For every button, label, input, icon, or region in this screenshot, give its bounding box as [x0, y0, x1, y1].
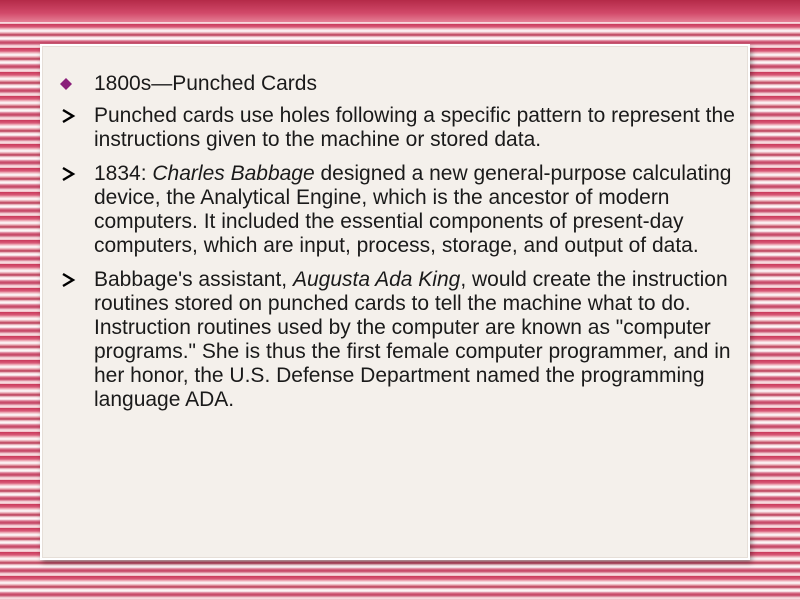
person-name: Augusta Ada King [292, 268, 461, 291]
bullet-text: Punched cards use holes following a specific pattern to represent the instructions given to the machine or stored data. [94, 104, 735, 151]
bullet-text-prefix: Babbage's assistant, [94, 268, 293, 291]
slide-heading [58, 72, 740, 96]
heading-text: 1800s—Punched Cards [94, 72, 317, 95]
arrowhead-bullet-icon [58, 269, 80, 291]
arrowhead-bullet-icon [58, 105, 80, 127]
diamond-bullet-icon [58, 73, 80, 95]
bullet-item [58, 162, 740, 258]
top-stripe-band [0, 0, 800, 22]
bullet-item [58, 104, 740, 152]
slide-content-panel [40, 44, 750, 560]
bullet-item [58, 268, 740, 412]
bullet-text-suffix: designed a new general-purpose calculating device, the Analytical Engine, which is the ancestor of modern computers. It included the essential components of present-day computers, which are input, process, storage, and output of data. [94, 162, 732, 257]
arrowhead-bullet-icon [58, 163, 80, 185]
person-name: Charles Babbage [152, 162, 315, 185]
bullet-text-prefix: 1834: [94, 162, 153, 185]
bullet-text-suffix: , would create the instruction routines stored on punched cards to tell the machine what to do. Instruction routines used by the computer are known as "computer programs." She is thus the first female computer programmer, and in her honor, the U.S. Defense Department named the programming language ADA. [94, 268, 731, 411]
